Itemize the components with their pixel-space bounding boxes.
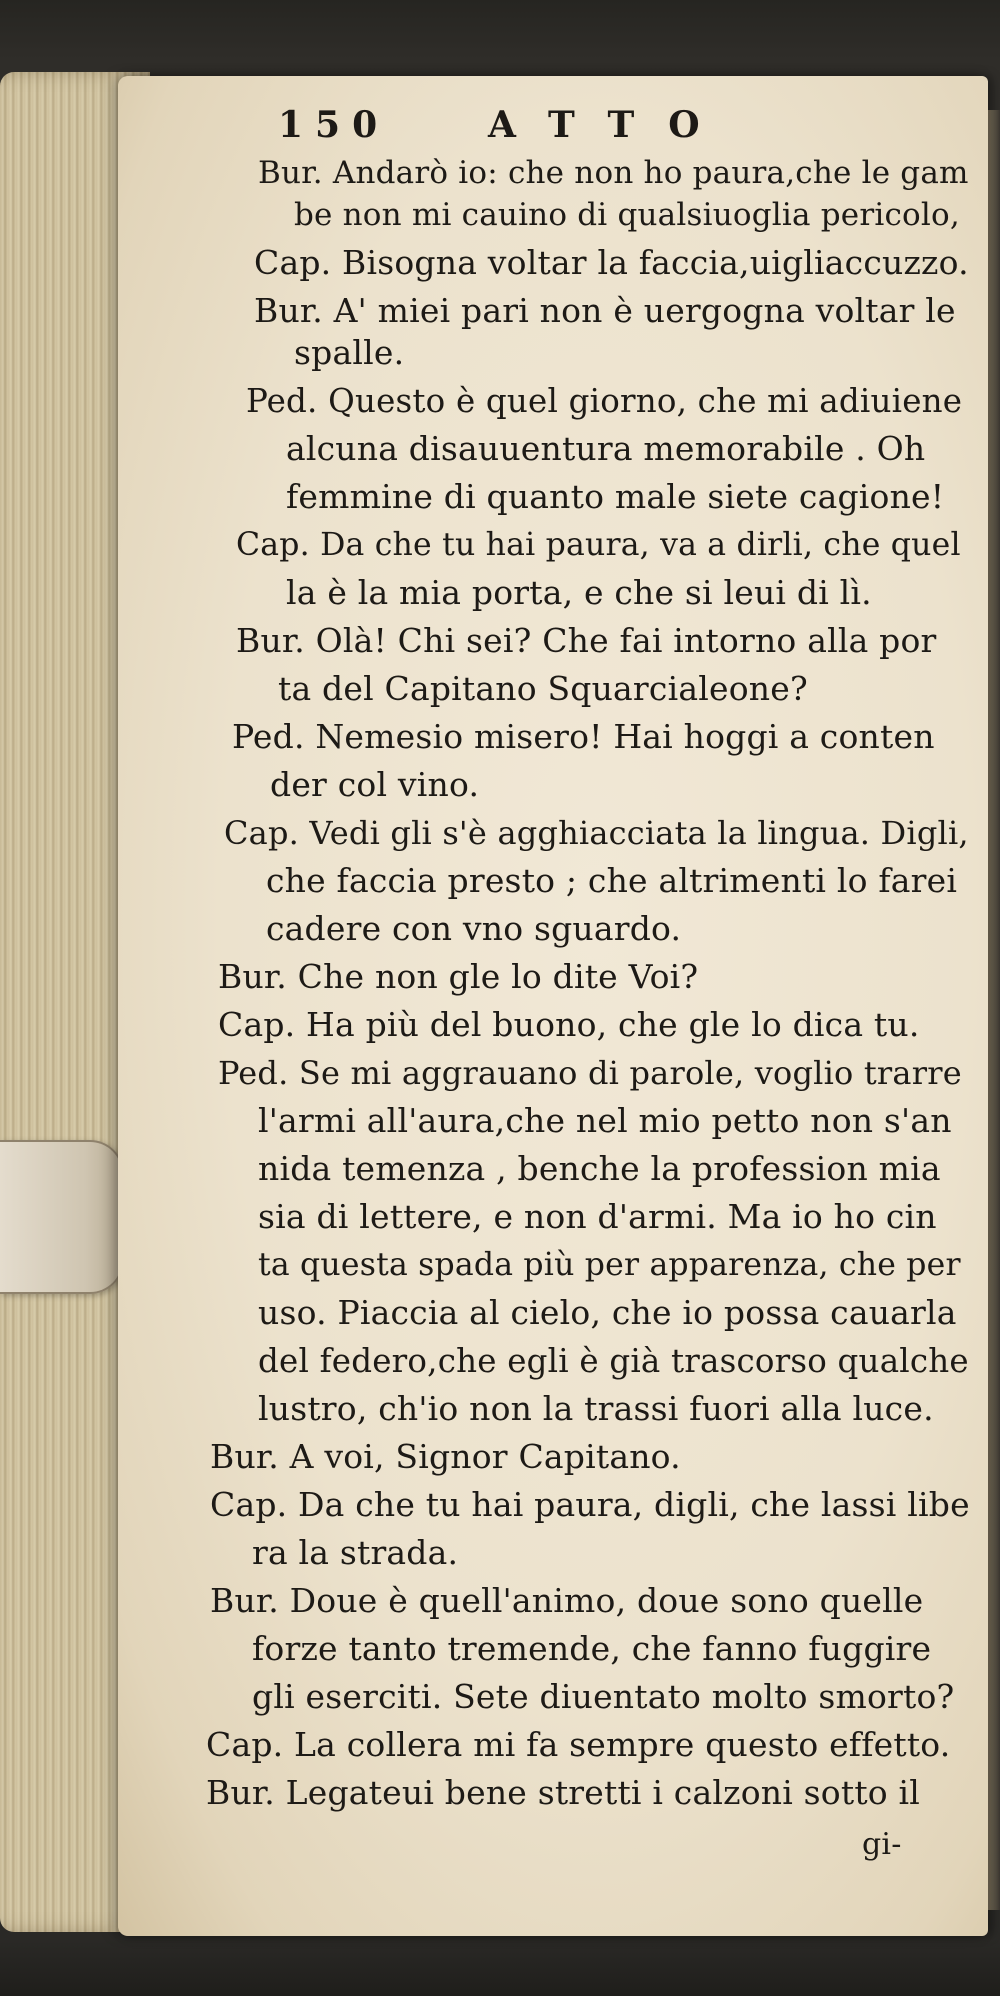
text-line: spalle. bbox=[294, 333, 405, 372]
text-line: ta del Capitano Squarcialeone? bbox=[278, 669, 808, 708]
text-line: Cap. La collera mi fa sempre questo effetto. bbox=[206, 1725, 951, 1764]
text-line: che faccia presto ; che altrimenti lo farei bbox=[266, 861, 958, 900]
text-line: la è la mia porta, e che si leui di lì. bbox=[286, 573, 872, 612]
text-line: be non mi cauino di qualsiuoglia pericolo, bbox=[294, 197, 960, 233]
text-line: Bur. Che non gle lo dite Voi? bbox=[218, 957, 699, 996]
text-line: del federo,che egli è già trascorso qualche bbox=[258, 1342, 969, 1380]
text-line: l'armi all'aura,che nel mio petto non s'an bbox=[258, 1101, 952, 1140]
text-line: Cap. Ha più del buono, che gle lo dica tu. bbox=[218, 1005, 920, 1044]
text-line: uso. Piaccia al cielo, che io possa cauarla bbox=[258, 1293, 957, 1332]
text-line: forze tanto tremende, che fanno fuggire bbox=[252, 1629, 932, 1668]
text-line: Cap. Vedi gli s'è agghiacciata la lingua. Digli, bbox=[224, 814, 969, 852]
page-text bbox=[118, 76, 988, 1936]
text-line: Ped. Nemesio misero! Hai hoggi a conten bbox=[232, 717, 935, 756]
text-line: Bur. Andarò io: che non ho paura,che le gam bbox=[258, 155, 969, 191]
text-line: alcuna disauuentura memorabile . Oh bbox=[286, 429, 926, 468]
running-head: ATTO bbox=[488, 104, 734, 146]
text-line: der col vino. bbox=[270, 765, 480, 804]
text-line: Cap. Bisogna voltar la faccia,uigliaccuzzo. bbox=[254, 243, 969, 282]
catchword: gi- bbox=[862, 1827, 902, 1862]
text-line: cadere con vno sguardo. bbox=[266, 909, 682, 948]
text-line: Bur. Olà! Chi sei? Che fai intorno alla por bbox=[236, 621, 937, 660]
text-line: Bur. Doue è quell'animo, doue sono quelle bbox=[210, 1581, 924, 1620]
right-page-shadow bbox=[988, 110, 1000, 1910]
text-line: ra la strada. bbox=[252, 1533, 459, 1572]
text-line: Bur. A' miei pari non è uergogna voltar le bbox=[254, 291, 956, 330]
text-line: ta questa spada più per apparenza, che per bbox=[258, 1247, 961, 1283]
text-line: nida temenza , benche la profession mia bbox=[258, 1149, 941, 1188]
text-line: Cap. Da che tu hai paura, digli, che lassi libe bbox=[210, 1485, 970, 1524]
text-line: lustro, ch'io non la trassi fuori alla luce. bbox=[258, 1389, 934, 1428]
page-number: 150 bbox=[278, 104, 390, 146]
text-line: gli eserciti. Sete diuentato molto smorto? bbox=[252, 1677, 955, 1716]
text-line: Bur. Legateui bene stretti i calzoni sotto il bbox=[206, 1773, 921, 1812]
book-page bbox=[118, 76, 988, 1936]
text-line: Bur. A voi, Signor Capitano. bbox=[210, 1437, 681, 1476]
text-line: sia di lettere, e non d'armi. Ma io ho cin bbox=[258, 1197, 937, 1236]
text-line: Ped. Questo è quel giorno, che mi adiuiene bbox=[246, 382, 963, 420]
book-clasp bbox=[0, 1140, 124, 1294]
text-line: Cap. Da che tu hai paura, va a dirli, che quel bbox=[236, 527, 961, 563]
text-line: femmine di quanto male siete cagione! bbox=[286, 477, 945, 516]
text-line: Ped. Se mi aggrauano di parole, voglio trarre bbox=[218, 1054, 962, 1092]
